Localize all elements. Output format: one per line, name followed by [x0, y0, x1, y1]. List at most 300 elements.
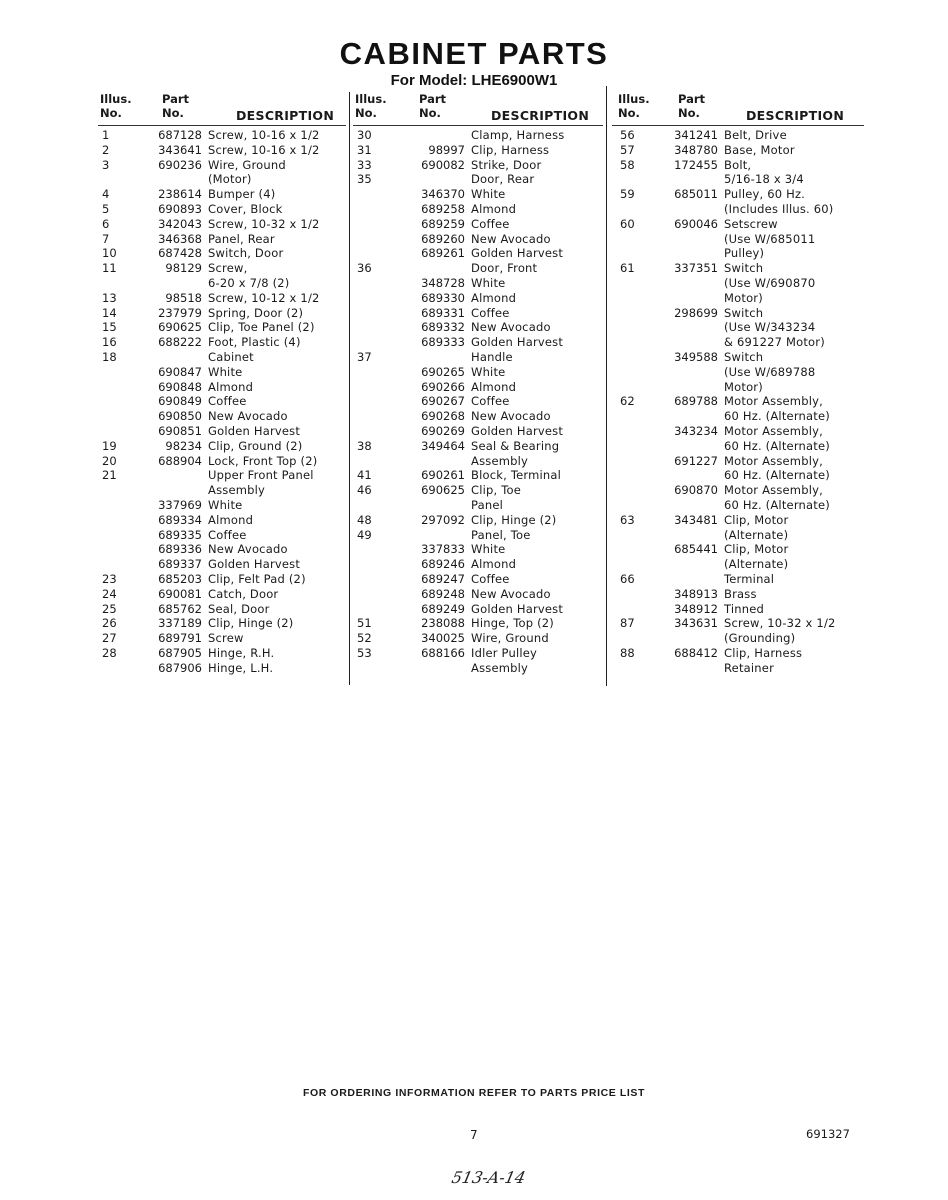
part-description: Golden Harvest: [471, 423, 564, 438]
part-row: [612, 143, 864, 158]
part-number: 237979: [158, 305, 202, 320]
part-description: (Alternate): [724, 527, 789, 542]
part-description: Wire, Ground: [208, 157, 286, 172]
illus-number: [98, 424, 138, 439]
part-row: [353, 172, 603, 187]
part-row: [353, 454, 603, 469]
part-description: Cabinet: [208, 349, 254, 364]
part-description: Handle: [471, 349, 513, 364]
part-row: [353, 631, 603, 646]
part-description: (Grounding): [724, 631, 796, 646]
header-description: DESCRIPTION: [491, 108, 590, 123]
part-description: Screw, 10-32 x 1/2: [208, 216, 320, 231]
part-description: Switch: [724, 349, 764, 364]
part-description: Almond: [471, 201, 517, 216]
part-description: Golden Harvest: [471, 335, 564, 350]
part-number: [658, 661, 724, 676]
part-number: 687905: [158, 645, 202, 660]
part-row: [353, 616, 603, 631]
part-number: [658, 320, 724, 335]
illus-number: [98, 661, 138, 676]
part-row: [353, 276, 603, 291]
illus-number: [612, 246, 658, 261]
header-part-no: Part No.: [162, 92, 190, 120]
part-row: [98, 291, 346, 306]
part-number: [393, 128, 471, 143]
part-number: 690082: [421, 157, 465, 172]
part-row: [98, 602, 346, 617]
illus-number: 28: [102, 645, 117, 660]
part-number: 298699: [674, 305, 718, 320]
part-row: [98, 439, 346, 454]
part-number: 690849: [158, 394, 202, 409]
part-row: [98, 143, 346, 158]
parts-list: [612, 128, 864, 675]
part-row: [98, 276, 346, 291]
illus-number: [353, 320, 393, 335]
illus-number: 36: [357, 261, 372, 276]
parts-list: [98, 128, 346, 675]
illus-number: [98, 276, 138, 291]
part-number: 685011: [674, 187, 718, 202]
part-description: (Alternate): [724, 557, 789, 572]
part-number: 690265: [421, 364, 465, 379]
part-row: [353, 306, 603, 321]
part-row: [612, 394, 864, 409]
part-number: 689333: [421, 335, 465, 350]
part-description: & 691227 Motor): [724, 335, 825, 350]
illus-number: [612, 380, 658, 395]
part-number: [658, 232, 724, 247]
part-row: [612, 187, 864, 202]
illus-number: [98, 365, 138, 380]
illus-number: 27: [102, 631, 117, 646]
illus-number: 24: [102, 586, 117, 601]
part-number: 687128: [158, 128, 202, 142]
part-row: [353, 143, 603, 158]
part-number: [658, 172, 724, 187]
ordering-note: FOR ORDERING INFORMATION REFER TO PARTS PRICE LIST: [302, 1087, 646, 1099]
part-number: [658, 380, 724, 395]
part-row: [98, 380, 346, 395]
part-row: [612, 335, 864, 350]
part-number: 687906: [158, 660, 202, 675]
part-row: [612, 202, 864, 217]
part-number: [658, 246, 724, 261]
part-number: 690081: [158, 586, 202, 601]
part-number: 690848: [158, 379, 202, 394]
part-row: [98, 232, 346, 247]
part-description: Clip, Harness: [471, 142, 550, 157]
part-number: 337351: [674, 261, 718, 276]
part-number: 98129: [165, 261, 202, 276]
part-description: Motor Assembly,: [724, 394, 823, 409]
part-description: Clip, Felt Pad (2): [208, 571, 306, 586]
part-row: [353, 572, 603, 587]
part-row: [353, 246, 603, 261]
part-number: 342043: [158, 216, 202, 231]
illus-number: 46: [357, 483, 372, 498]
illus-number: [353, 587, 393, 602]
illus-number: [353, 246, 393, 261]
illus-number: [612, 483, 658, 498]
part-number: 343641: [158, 142, 202, 157]
part-description: Base, Motor: [724, 142, 795, 157]
illus-number: [353, 661, 393, 676]
part-number: 690851: [158, 423, 202, 438]
part-number: [393, 498, 471, 513]
part-description: Upper Front Panel: [208, 468, 314, 483]
part-description: (Motor): [208, 172, 252, 187]
illus-number: [612, 602, 658, 617]
illus-number: [612, 409, 658, 424]
illus-number: [353, 276, 393, 291]
part-row: [353, 587, 603, 602]
part-number: 685441: [674, 542, 718, 557]
part-description: 6-20 x 7/8 (2): [208, 275, 290, 290]
illus-number: [353, 365, 393, 380]
column-header: [612, 92, 864, 128]
part-row: [353, 483, 603, 498]
part-row: [98, 172, 346, 187]
part-description: Almond: [208, 512, 254, 527]
part-description: (Use W/689788: [724, 364, 816, 379]
part-description: Motor): [724, 379, 763, 394]
part-row: [98, 306, 346, 321]
part-number: 689259: [421, 216, 465, 231]
illus-number: 1: [102, 128, 110, 142]
part-description: Retainer: [724, 660, 774, 675]
illus-number: [612, 661, 658, 676]
illus-number: 63: [620, 512, 635, 527]
part-row: [612, 631, 864, 646]
part-number: 337969: [158, 497, 202, 512]
part-row: [353, 513, 603, 528]
part-row: [353, 291, 603, 306]
illus-number: [612, 631, 658, 646]
part-description: Clip, Hinge (2): [471, 512, 557, 527]
part-description: Almond: [471, 379, 517, 394]
illus-number: 31: [357, 142, 372, 157]
illus-number: [612, 350, 658, 365]
part-number: 690850: [158, 409, 202, 424]
part-row: [98, 528, 346, 543]
illus-number: 7: [102, 231, 110, 246]
illus-number: [353, 291, 393, 306]
illus-number: 62: [620, 394, 635, 409]
part-description: Catch, Door: [208, 586, 279, 601]
part-row: [98, 468, 346, 483]
part-number: 689249: [421, 601, 465, 616]
part-row: [612, 172, 864, 187]
part-number: 340025: [421, 631, 465, 646]
part-description: Screw,: [208, 261, 248, 276]
part-row: [353, 232, 603, 247]
part-number: 348728: [421, 275, 465, 290]
part-number: [658, 439, 724, 454]
part-row: [98, 320, 346, 335]
part-description: Motor Assembly,: [724, 423, 823, 438]
part-row: [612, 528, 864, 543]
part-description: Screw, 10-16 x 1/2: [208, 128, 320, 142]
part-number: [658, 498, 724, 513]
part-number: [393, 661, 471, 676]
part-number: 689334: [158, 512, 202, 527]
column-divider-2: [606, 86, 607, 686]
part-description: Hinge, Top (2): [471, 616, 554, 631]
part-number: [658, 365, 724, 380]
illus-number: 30: [357, 128, 372, 142]
part-description: White: [471, 187, 506, 202]
part-description: Seal & Bearing: [471, 438, 560, 453]
part-row: [98, 202, 346, 217]
part-number: [658, 557, 724, 572]
part-number: 690266: [421, 379, 465, 394]
part-description: Clip, Harness: [724, 645, 803, 660]
illus-number: [612, 232, 658, 247]
part-row: [353, 528, 603, 543]
part-description: Panel: [471, 497, 504, 512]
header-part-no: Part No.: [419, 92, 447, 120]
part-row: [612, 261, 864, 276]
part-number: 689336: [158, 542, 202, 557]
header-underline: [612, 125, 864, 126]
part-row: [98, 246, 346, 261]
illus-number: [353, 394, 393, 409]
part-number: [393, 172, 471, 187]
part-description: Coffee: [471, 394, 510, 409]
illus-number: 13: [102, 290, 117, 305]
part-number: [138, 468, 208, 483]
part-number: 687428: [158, 246, 202, 261]
illus-number: [612, 306, 658, 321]
part-number: 238088: [421, 616, 465, 631]
part-description: Pulley, 60 Hz.: [724, 187, 806, 202]
part-row: [612, 587, 864, 602]
part-description: Panel, Toe: [471, 527, 531, 542]
illus-number: 18: [102, 349, 117, 364]
part-description: (Includes Illus. 60): [724, 201, 834, 216]
part-description: Belt, Drive: [724, 128, 787, 142]
part-row: [612, 128, 864, 143]
part-number: [658, 276, 724, 291]
parts-list: [353, 128, 603, 675]
part-row: [612, 572, 864, 587]
illus-number: [612, 172, 658, 187]
part-number: 690236: [158, 157, 202, 172]
part-description: Terminal: [724, 571, 775, 586]
part-description: Bumper (4): [208, 187, 276, 202]
part-description: Coffee: [471, 305, 510, 320]
part-description: New Avocado: [471, 409, 551, 424]
part-row: [98, 498, 346, 513]
illus-number: 61: [620, 261, 635, 276]
illus-number: [612, 498, 658, 513]
illus-number: [353, 454, 393, 469]
part-row: [612, 276, 864, 291]
part-description: Motor): [724, 290, 763, 305]
part-row: [353, 602, 603, 617]
illus-number: [612, 542, 658, 557]
illus-number: 23: [102, 571, 117, 586]
header-underline: [353, 125, 603, 126]
part-number: 690625: [421, 483, 465, 498]
part-description: New Avocado: [471, 231, 551, 246]
part-description: Assembly: [471, 453, 529, 468]
part-row: [353, 646, 603, 661]
document-number: 691327: [806, 1127, 850, 1141]
part-row: [353, 202, 603, 217]
part-row: [98, 158, 346, 173]
part-row: [612, 246, 864, 261]
part-description: Golden Harvest: [208, 557, 301, 572]
illus-number: 16: [102, 335, 117, 350]
part-row: [612, 380, 864, 395]
part-description: Screw, 10-32 x 1/2: [724, 616, 836, 631]
part-number: 688412: [674, 645, 718, 660]
part-row: [612, 498, 864, 513]
illus-number: [98, 483, 138, 498]
part-row: [612, 350, 864, 365]
illus-number: [353, 335, 393, 350]
illus-number: [98, 557, 138, 572]
part-number: 689246: [421, 557, 465, 572]
header-illus-no: Illus. No.: [618, 92, 650, 120]
part-number: [658, 528, 724, 543]
illus-number: 56: [620, 128, 635, 142]
part-description: Almond: [208, 379, 254, 394]
part-description: Clip, Toe Panel (2): [208, 320, 315, 335]
illus-number: 6: [102, 216, 110, 231]
illus-number: 48: [357, 512, 372, 527]
illus-number: 10: [102, 246, 117, 261]
part-description: Motor Assembly,: [724, 453, 823, 468]
part-description: New Avocado: [208, 542, 288, 557]
illus-number: [353, 202, 393, 217]
part-row: [353, 320, 603, 335]
illus-number: 5: [102, 201, 110, 216]
part-number: [138, 276, 208, 291]
part-number: 689335: [158, 527, 202, 542]
part-number: 348912: [674, 601, 718, 616]
part-number: [658, 572, 724, 587]
part-row: [612, 232, 864, 247]
part-row: [353, 439, 603, 454]
part-row: [98, 454, 346, 469]
part-row: [612, 542, 864, 557]
page-number: 7: [470, 1128, 478, 1142]
part-number: 346370: [421, 187, 465, 202]
illus-number: [353, 498, 393, 513]
part-description: Cover, Block: [208, 201, 283, 216]
part-description: New Avocado: [471, 586, 551, 601]
part-number: 689258: [421, 201, 465, 216]
illus-number: [612, 335, 658, 350]
part-number: 349588: [674, 349, 718, 364]
illus-number: [612, 439, 658, 454]
part-row: [353, 158, 603, 173]
part-row: [353, 557, 603, 572]
part-description: Clamp, Harness: [471, 128, 565, 142]
part-row: [98, 217, 346, 232]
illus-number: [612, 276, 658, 291]
illus-number: [98, 172, 138, 187]
part-number: 685203: [158, 571, 202, 586]
part-number: 690893: [158, 201, 202, 216]
part-description: Almond: [471, 557, 517, 572]
illus-number: [353, 572, 393, 587]
part-number: 688166: [421, 645, 465, 660]
part-description: Strike, Door: [471, 157, 542, 172]
part-row: [353, 365, 603, 380]
illus-number: [353, 187, 393, 202]
parts-column-1: [98, 92, 346, 675]
illus-number: 37: [357, 349, 372, 364]
header-part-no: Part No.: [678, 92, 706, 120]
illus-number: 4: [102, 187, 110, 202]
part-number: 349464: [421, 438, 465, 453]
part-number: 689337: [158, 557, 202, 572]
column-divider-1: [349, 92, 350, 685]
column-header: [353, 92, 603, 128]
header-description: DESCRIPTION: [236, 108, 335, 123]
part-description: (Use W/685011: [724, 231, 816, 246]
part-number: 689248: [421, 586, 465, 601]
part-description: New Avocado: [208, 409, 288, 424]
part-row: [612, 424, 864, 439]
part-description: White: [471, 364, 506, 379]
illus-number: [612, 320, 658, 335]
illus-number: 57: [620, 142, 635, 157]
part-description: Assembly: [471, 660, 529, 675]
part-row: [98, 394, 346, 409]
part-description: Switch: [724, 305, 764, 320]
illus-number: [98, 528, 138, 543]
illus-number: 35: [357, 172, 372, 187]
part-description: Spring, Door (2): [208, 305, 304, 320]
part-description: Idler Pulley: [471, 645, 538, 660]
part-description: Hinge, R.H.: [208, 645, 275, 660]
part-row: [98, 483, 346, 498]
part-description: Screw, 10-12 x 1/2: [208, 290, 320, 305]
part-description: Pulley): [724, 246, 765, 261]
part-number: 689330: [421, 290, 465, 305]
part-description: Switch, Door: [208, 246, 284, 261]
part-description: Bolt,: [724, 157, 752, 172]
part-description: Clip, Ground (2): [208, 438, 303, 453]
part-number: 98997: [428, 142, 465, 157]
part-description: Tinned: [724, 601, 765, 616]
part-row: [98, 631, 346, 646]
part-row: [353, 424, 603, 439]
part-description: Lock, Front Top (2): [208, 453, 318, 468]
part-row: [353, 409, 603, 424]
illus-number: [353, 409, 393, 424]
illus-number: 49: [357, 527, 372, 542]
part-description: Wire, Ground: [471, 631, 549, 646]
illus-number: 87: [620, 616, 635, 631]
illus-number: 53: [357, 645, 372, 660]
illus-number: 2: [102, 142, 110, 157]
part-description: Seal, Door: [208, 601, 270, 616]
part-row: [98, 587, 346, 602]
part-number: 343481: [674, 512, 718, 527]
part-description: White: [471, 275, 506, 290]
part-number: [393, 350, 471, 365]
part-row: [353, 261, 603, 276]
part-row: [98, 261, 346, 276]
part-number: 690625: [158, 320, 202, 335]
